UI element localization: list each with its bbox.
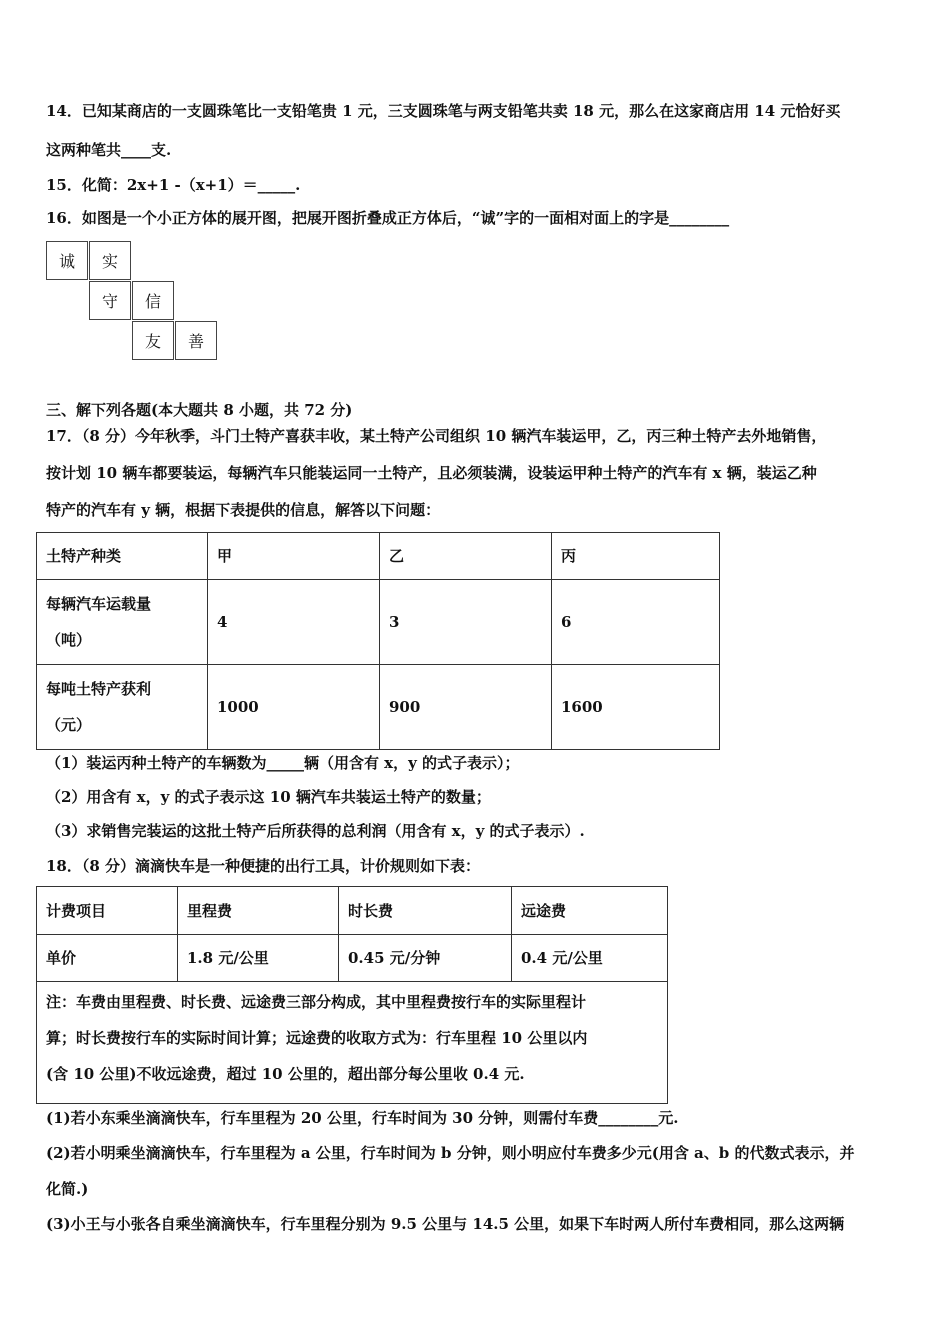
cell: 1600	[552, 665, 720, 750]
header-cell: 里程费	[178, 887, 339, 935]
header-cell: 甲	[208, 533, 380, 580]
q15: 15．化简：2x+1 -（x+1）＝_____.	[46, 176, 301, 194]
q14-line1: 14．已知某商店的一支圆珠笔比一支铅笔贵 1 元，三支圆珠笔与两支铅笔共卖 18 元，那么在这家商店用 14 元恰好买	[46, 102, 841, 120]
row-label	[37, 580, 208, 665]
row-label-line: 每辆汽车运载量	[46, 595, 152, 613]
q16: 16．如图是一个小正方体的展开图，把展开图折叠成正方体后，“诚”字的一面相对面上的字是________	[46, 209, 730, 227]
net-cell: 实	[89, 241, 131, 280]
net-cell: 友	[132, 321, 174, 360]
row-label-line: （吨）	[46, 631, 92, 649]
cell: 3	[380, 580, 552, 665]
header-cell: 时长费	[339, 887, 512, 935]
note-cell	[37, 982, 668, 1104]
section-heading: 三、解下列各题(本大题共 8 小题，共 72 分)	[46, 401, 353, 419]
produce-table	[36, 532, 720, 750]
q18-question: (2)若小明乘坐滴滴快车，行车里程为 a 公里，行车时间为 b 分钟，则小明应付车费多少元(用含 a、b 的代数式表示，并	[46, 1144, 855, 1162]
note-line: 算；时长费按行车的实际时间计算；远途费的收取方式为：行车里程 10 公里以内	[46, 1029, 588, 1047]
q17-question: （2）用含有 x，y 的式子表示这 10 辆汽车共装运土特产的数量；	[46, 788, 491, 806]
cell: 1.8 元/公里	[178, 935, 339, 982]
fare-table	[36, 886, 668, 1104]
row-label	[37, 665, 208, 750]
row-label-line: （元）	[46, 716, 92, 734]
q18-intro: 18．（8 分）滴滴快车是一种便捷的出行工具，计价规则如下表：	[46, 857, 481, 875]
row-label-line: 每吨土特产获利	[46, 680, 152, 698]
net-cell: 善	[175, 321, 217, 360]
header-cell: 丙	[552, 533, 720, 580]
q17-question: （3）求销售完装运的这批土特产后所获得的总利润（用含有 x，y 的式子表示）.	[46, 822, 585, 840]
cell: 6	[552, 580, 720, 665]
q18-question: 化简.)	[46, 1180, 89, 1198]
net-cell: 诚	[46, 241, 88, 280]
note-line: 注：车费由里程费、时长费、远途费三部分构成，其中里程费按行车的实际里程计	[46, 993, 587, 1011]
cell: 1000	[208, 665, 380, 750]
header-cell: 远途费	[512, 887, 668, 935]
net-cell: 信	[132, 281, 174, 320]
cell: 900	[380, 665, 552, 750]
cell: 0.45 元/分钟	[339, 935, 512, 982]
cell: 单价	[37, 935, 178, 982]
header-cell: 计费项目	[37, 887, 178, 935]
q17-question: （1）装运丙种土特产的车辆数为_____辆（用含有 x，y 的式子表示）；	[46, 754, 520, 772]
q14-line2: 这两种笔共____支.	[46, 141, 172, 159]
header-cell: 乙	[380, 533, 552, 580]
cell: 0.4 元/公里	[512, 935, 668, 982]
q17-line: 按计划 10 辆车都要装运，每辆汽车只能装运同一土特产，且必须装满，设装运甲种土特产的汽车有 x 辆，装运乙种	[46, 464, 817, 482]
header-cell: 土特产种类	[37, 533, 208, 580]
q17-line: 特产的汽车有 y 辆，根据下表提供的信息，解答以下问题：	[46, 501, 441, 519]
q18-question: (3)小王与小张各自乘坐滴滴快车，行车里程分别为 9.5 公里与 14.5 公里，如果下车时两人所付车费相同，那么这两辆	[46, 1215, 845, 1233]
q17-line: 17．（8 分）今年秋季，斗门土特产喜获丰收，某土特产公司组织 10 辆汽车装运甲，乙，丙三种土特产去外地销售，	[46, 427, 827, 445]
q18-question: (1)若小东乘坐滴滴快车，行车里程为 20 公里，行车时间为 30 分钟，则需付车费________元.	[46, 1109, 679, 1127]
cell: 4	[208, 580, 380, 665]
net-cell: 守	[89, 281, 131, 320]
note-line: (含 10 公里)不收远途费，超过 10 公里的，超出部分每公里收 0.4 元.	[46, 1065, 525, 1083]
